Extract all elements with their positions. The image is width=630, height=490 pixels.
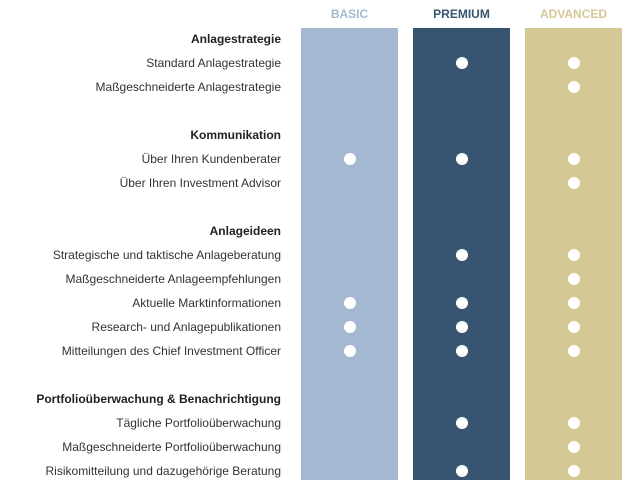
premium-included-dot-icon xyxy=(456,57,468,69)
basic-included-dot-icon xyxy=(344,345,356,357)
feature-row xyxy=(0,51,630,75)
premium-included-dot-icon xyxy=(456,297,468,309)
feature-row xyxy=(0,171,630,195)
feature-label: Research- und Anlagepublikationen xyxy=(91,320,281,334)
feature-row xyxy=(0,291,630,315)
basic-included-dot-icon xyxy=(344,297,356,309)
advanced-included-dot-icon xyxy=(568,273,580,285)
advanced-included-dot-icon xyxy=(568,321,580,333)
advanced-included-dot-icon xyxy=(568,345,580,357)
premium-included-dot-icon xyxy=(456,345,468,357)
group-spacer xyxy=(0,363,630,387)
group-spacer xyxy=(0,99,630,123)
feature-row xyxy=(0,459,630,483)
basic-included-dot-icon xyxy=(344,321,356,333)
feature-label: Aktuelle Marktinformationen xyxy=(132,296,281,310)
group-heading xyxy=(0,123,630,147)
premium-header: PREMIUM xyxy=(433,7,490,21)
feature-label: Risikomitteilung und dazugehörige Beratung xyxy=(45,464,281,478)
feature-row xyxy=(0,411,630,435)
advanced-included-dot-icon xyxy=(568,417,580,429)
advanced-included-dot-icon xyxy=(568,177,580,189)
group-title: Anlagestrategie xyxy=(190,32,281,46)
feature-row xyxy=(0,267,630,291)
advanced-included-dot-icon xyxy=(568,81,580,93)
basic-included-dot-icon xyxy=(344,153,356,165)
group-title: Kommunikation xyxy=(190,128,281,142)
advanced-included-dot-icon xyxy=(568,465,580,477)
premium-included-dot-icon xyxy=(456,153,468,165)
feature-label: Strategische und taktische Anlageberatung xyxy=(52,248,281,262)
premium-included-dot-icon xyxy=(456,249,468,261)
group-spacer xyxy=(0,195,630,219)
group-heading xyxy=(0,219,630,243)
feature-label: Über Ihren Investment Advisor xyxy=(119,176,281,190)
feature-table xyxy=(0,27,630,483)
advanced-included-dot-icon xyxy=(568,57,580,69)
feature-label: Maßgeschneiderte Portfolioüberwachung xyxy=(62,440,281,454)
feature-row xyxy=(0,339,630,363)
feature-row xyxy=(0,147,630,171)
feature-row xyxy=(0,75,630,99)
feature-row xyxy=(0,435,630,459)
advanced-included-dot-icon xyxy=(568,297,580,309)
advanced-header: ADVANCED xyxy=(539,7,608,21)
group-heading xyxy=(0,387,630,411)
feature-row xyxy=(0,243,630,267)
group-title: Portfolioüberwachung & Benachrichtigung xyxy=(36,392,281,406)
advanced-included-dot-icon xyxy=(568,441,580,453)
feature-label: Standard Anlagestrategie xyxy=(146,56,281,70)
feature-label: Maßgeschneiderte Anlageempfehlungen xyxy=(65,272,281,286)
group-title: Anlageideen xyxy=(209,224,281,238)
advanced-included-dot-icon xyxy=(568,153,580,165)
feature-row xyxy=(0,315,630,339)
premium-included-dot-icon xyxy=(456,465,468,477)
feature-label: Tägliche Portfolioüberwachung xyxy=(116,416,281,430)
premium-included-dot-icon xyxy=(456,417,468,429)
feature-label: Mitteilungen des Chief Investment Officer xyxy=(61,344,281,358)
advanced-included-dot-icon xyxy=(568,249,580,261)
feature-label: Über Ihren Kundenberater xyxy=(141,152,281,166)
premium-included-dot-icon xyxy=(456,321,468,333)
group-heading xyxy=(0,27,630,51)
feature-label: Maßgeschneiderte Anlagestrategie xyxy=(95,80,281,94)
basic-header: BASIC xyxy=(330,7,369,21)
